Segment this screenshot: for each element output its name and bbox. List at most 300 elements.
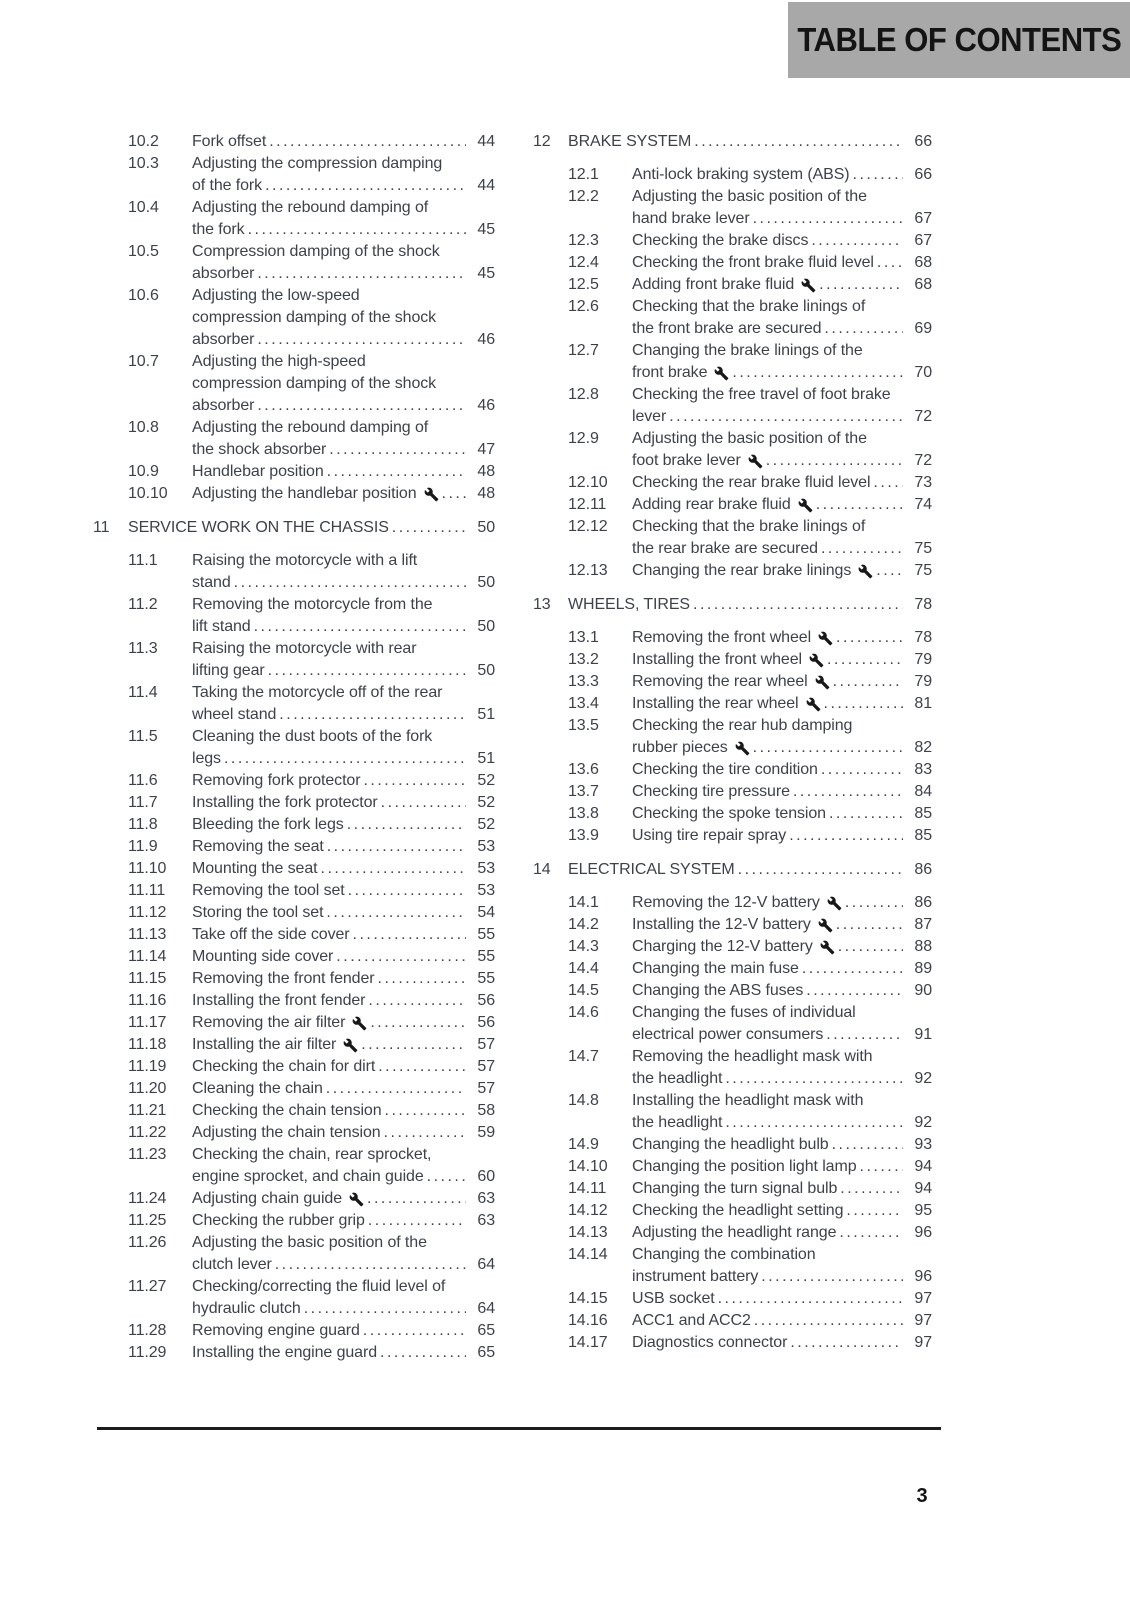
toc-entry-page: 94	[914, 1158, 932, 1175]
toc-entry-page: 55	[477, 948, 495, 965]
toc-entry-page: 70	[914, 364, 932, 381]
toc-entry[interactable]	[533, 1156, 932, 1178]
toc-entry[interactable]	[93, 131, 495, 153]
toc-entry-lastline	[632, 494, 932, 516]
toc-entry[interactable]	[93, 1276, 495, 1320]
toc-entry[interactable]	[93, 417, 495, 461]
toc-entry-lastline	[632, 1068, 932, 1090]
toc-entry[interactable]	[533, 759, 932, 781]
toc-entry-page: 69	[914, 320, 932, 337]
toc-entry[interactable]	[93, 197, 495, 241]
dot-leader	[810, 230, 903, 252]
toc-entry[interactable]	[533, 472, 932, 494]
toc-entry-number: 12.6	[568, 298, 599, 315]
toc-entry-lastline	[632, 759, 932, 781]
toc-entry-lastline	[632, 892, 932, 914]
toc-entry-lastline	[192, 880, 495, 902]
toc-entry[interactable]	[533, 892, 932, 914]
toc-entry[interactable]	[533, 693, 932, 715]
toc-entry-body	[632, 252, 932, 274]
toc-entry-body	[192, 550, 495, 594]
toc-entry-lastline	[632, 936, 932, 958]
toc-entry[interactable]	[533, 230, 932, 252]
toc-entry-page: 72	[914, 408, 932, 425]
toc-entry[interactable]	[533, 781, 932, 803]
toc-entry-page: 50	[477, 574, 495, 591]
toc-entry-lastline	[192, 1166, 495, 1188]
dot-leader	[820, 538, 903, 560]
toc-entry-number: 14.15	[568, 1290, 608, 1307]
toc-entry-title: wheel stand	[192, 706, 277, 723]
toc-entry-number: 13.9	[568, 827, 599, 844]
toc-entry-lastline	[632, 1156, 932, 1178]
toc-entry-body	[632, 560, 932, 582]
toc-entry-page: 89	[914, 960, 932, 977]
toc-entry-title: Changing the fuses of individual	[632, 1004, 856, 1021]
toc-entry-body	[632, 892, 932, 914]
dot-leader	[753, 1310, 903, 1332]
toc-entry-title: hand brake lever	[632, 210, 750, 227]
toc-entry-page: 53	[477, 838, 495, 855]
toc-entry-lastline	[192, 1320, 495, 1342]
dot-leader	[325, 902, 466, 924]
dot-leader	[835, 627, 903, 649]
toc-entry-body	[632, 649, 932, 671]
toc-entry-number: 13.1	[568, 629, 599, 646]
dot-leader	[838, 1222, 903, 1244]
toc-entry-number: 14.10	[568, 1158, 608, 1175]
toc-entry-title: stand	[192, 574, 231, 591]
toc-entry[interactable]	[93, 836, 495, 858]
toc-entry-lastline	[632, 560, 932, 582]
toc-entry-body	[192, 858, 495, 880]
toc-entry[interactable]	[533, 1222, 932, 1244]
toc-entry-lastline	[632, 252, 932, 274]
toc-entry-lastline	[632, 649, 932, 671]
toc-entry-number: 11.5	[128, 728, 158, 745]
toc-entry[interactable]	[533, 340, 932, 384]
toc-entry[interactable]	[533, 715, 932, 759]
dot-leader	[335, 946, 466, 968]
dot-leader	[875, 560, 903, 582]
toc-entry-title: the shock absorber	[192, 441, 327, 458]
toc-entry-title: Cleaning the chain	[192, 1080, 323, 1097]
dot-leader	[233, 572, 466, 594]
toc-entry[interactable]	[93, 682, 495, 726]
dot-leader	[832, 671, 903, 693]
wrench-icon	[343, 1038, 358, 1053]
toc-entry-lastline	[192, 1210, 495, 1232]
toc-entry-page: 65	[477, 1322, 495, 1339]
toc-entry[interactable]	[93, 1210, 495, 1232]
toc-entry-page: 46	[477, 331, 495, 348]
dot-leader	[391, 517, 466, 539]
toc-entry[interactable]	[533, 384, 932, 428]
dot-leader	[379, 1342, 466, 1364]
toc-entry[interactable]	[93, 461, 495, 483]
toc-entry-body	[632, 914, 932, 936]
toc-entry-title: Installing the headlight mask with	[632, 1092, 864, 1109]
toc-entry-body	[632, 781, 932, 803]
toc-entry[interactable]	[533, 1178, 932, 1200]
dot-leader	[788, 825, 903, 847]
toc-entry-title: Checking the front brake fluid level	[632, 254, 874, 271]
toc-entry-title: Adjusting the high-speed	[192, 353, 366, 370]
toc-entry[interactable]	[93, 1232, 495, 1276]
toc-entry-page: 44	[477, 133, 495, 150]
toc-entry[interactable]	[93, 638, 495, 682]
toc-entry-title: Removing the rear wheel	[632, 673, 808, 690]
toc-entry-page: 63	[477, 1190, 495, 1207]
toc-entry-body	[192, 1320, 495, 1342]
toc-entry[interactable]	[533, 428, 932, 472]
toc-entry-body	[192, 1056, 495, 1078]
toc-entry-title: Adjusting the chain tension	[192, 1124, 381, 1141]
toc-entry-body	[192, 990, 495, 1012]
toc-entry-page: 57	[477, 1080, 495, 1097]
toc-entry-title: Mounting the seat	[192, 860, 318, 877]
dot-leader	[369, 1012, 466, 1034]
wrench-icon	[815, 675, 830, 690]
toc-entry[interactable]	[93, 946, 495, 968]
toc-entry[interactable]	[533, 803, 932, 825]
toc-entry-title: Removing the seat	[192, 838, 324, 855]
toc-entry[interactable]	[533, 1310, 932, 1332]
toc-entry-page: 48	[477, 485, 495, 502]
toc-entry[interactable]	[533, 936, 932, 958]
toc-entry-lastline	[632, 538, 932, 560]
toc-entry[interactable]	[93, 550, 495, 594]
toc-entry-number: 14.4	[568, 960, 599, 977]
toc-entry[interactable]	[533, 649, 932, 671]
toc-entry-number: 12.10	[568, 474, 608, 491]
toc-entry-page: 54	[477, 904, 495, 921]
toc-entry-number: 11.25	[128, 1212, 167, 1229]
toc-entry-lastline	[632, 825, 932, 847]
toc-entry[interactable]	[93, 153, 495, 197]
toc-entry-page: 86	[914, 894, 932, 911]
toc-entry[interactable]	[533, 825, 932, 847]
toc-entry-body	[192, 131, 495, 153]
toc-entry[interactable]	[93, 1342, 495, 1364]
toc-entry-number: 12.1	[568, 166, 599, 183]
toc-entry-number: 11.7	[128, 794, 158, 811]
toc-entry-title: Fork offset	[192, 133, 267, 150]
toc-entry[interactable]	[93, 285, 495, 351]
toc-entry-number: 11.3	[128, 640, 158, 657]
toc-entry-number: 10.5	[128, 243, 159, 260]
toc-entry[interactable]	[533, 252, 932, 274]
toc-entry-number: 14.12	[568, 1202, 608, 1219]
toc-entry[interactable]	[93, 1188, 495, 1210]
toc-entry-number: 11.23	[128, 1146, 167, 1163]
toc-entry-number: 10.9	[128, 463, 159, 480]
toc-entry-lastline	[632, 914, 932, 936]
dot-leader	[724, 1068, 903, 1090]
toc-entry-lastline	[632, 450, 932, 472]
toc-entry-body	[192, 770, 495, 792]
toc-entry-title: Adjusting the basic position of the	[632, 430, 867, 447]
toc-entry-title: Taking the motorcycle off of the rear	[192, 684, 443, 701]
toc-entry[interactable]	[93, 1144, 495, 1188]
toc-section-entry[interactable]	[533, 594, 932, 616]
toc-entry-lastline	[632, 1112, 932, 1134]
toc-entry[interactable]	[93, 924, 495, 946]
dot-leader	[823, 693, 904, 715]
toc-entry[interactable]	[533, 1046, 932, 1090]
dot-leader	[347, 880, 466, 902]
toc-entry-page: 85	[914, 827, 932, 844]
toc-entry[interactable]	[93, 902, 495, 924]
toc-entry-lastline	[632, 1134, 932, 1156]
toc-entry-body	[192, 836, 495, 858]
toc-entry-title: Checking the rubber grip	[192, 1212, 365, 1229]
toc-entry-lastline	[192, 483, 495, 505]
toc-entry-lastline	[192, 902, 495, 924]
toc-entry[interactable]	[93, 1078, 495, 1100]
toc-entry[interactable]	[93, 858, 495, 880]
toc-entry-body	[568, 859, 932, 881]
toc-entry-title: the headlight	[632, 1114, 723, 1131]
toc-entry-body	[568, 131, 932, 153]
toc-entry-lastline	[632, 1288, 932, 1310]
toc-entry-page: 78	[914, 629, 932, 646]
toc-entry-number: 14.16	[568, 1312, 608, 1329]
toc-entry-body	[632, 825, 932, 847]
toc-entry[interactable]	[533, 1332, 932, 1354]
toc-entry-body	[632, 627, 932, 649]
footer-rule	[97, 1427, 941, 1430]
dot-leader	[765, 450, 903, 472]
toc-entry-page: 96	[914, 1268, 932, 1285]
toc-entry-lastline	[632, 803, 932, 825]
toc-entry-lastline	[192, 1078, 495, 1100]
toc-entry-body	[632, 693, 932, 715]
toc-entry[interactable]	[533, 627, 932, 649]
toc-entry-title: SERVICE WORK ON THE CHASSIS	[128, 519, 389, 536]
toc-entry-title: Changing the turn signal bulb	[632, 1180, 838, 1197]
toc-entry-number: 12	[533, 133, 551, 150]
toc-entry[interactable]	[93, 1100, 495, 1122]
header-banner	[788, 2, 1130, 78]
toc-section-entry[interactable]	[533, 859, 932, 881]
dot-leader	[256, 263, 466, 285]
dot-leader	[383, 1122, 466, 1144]
toc-entry-body	[632, 759, 932, 781]
toc-entry[interactable]	[533, 560, 932, 582]
toc-entry-page: 64	[477, 1256, 495, 1273]
toc-entry-title: Storing the tool set	[192, 904, 324, 921]
toc-entry-page: 58	[477, 1102, 495, 1119]
toc-entry[interactable]	[93, 990, 495, 1012]
toc-entry[interactable]	[533, 958, 932, 980]
toc-entry[interactable]	[93, 726, 495, 770]
toc-entry-title: Changing the main fuse	[632, 960, 799, 977]
dot-leader	[692, 594, 903, 616]
dot-leader	[737, 859, 903, 881]
toc-entry-page: 46	[477, 397, 495, 414]
toc-entry-page: 92	[914, 1070, 932, 1087]
toc-entry-page: 50	[477, 662, 495, 679]
toc-entry-number: 11.13	[128, 926, 167, 943]
toc-entry-title: Bleeding the fork legs	[192, 816, 344, 833]
toc-entry-page: 72	[914, 452, 932, 469]
toc-entry-title: Installing the air filter	[192, 1036, 337, 1053]
toc-entry-number: 13.7	[568, 783, 599, 800]
toc-entry-number: 13.2	[568, 651, 599, 668]
toc-entry-number: 10.4	[128, 199, 159, 216]
toc-entry-title: Adjusting chain guide	[192, 1190, 343, 1207]
toc-section-entry[interactable]	[533, 131, 932, 153]
dot-leader	[852, 164, 903, 186]
toc-entry-body	[568, 594, 932, 616]
toc-entry-page: 74	[914, 496, 932, 513]
toc-entry-title: ELECTRICAL SYSTEM	[568, 861, 735, 878]
toc-columns	[93, 131, 932, 1364]
toc-entry-title: Changing the brake linings of the	[632, 342, 863, 359]
toc-entry[interactable]	[533, 186, 932, 230]
toc-entry-body	[192, 1342, 495, 1364]
dot-leader	[789, 1332, 903, 1354]
toc-entry-page: 97	[914, 1290, 932, 1307]
toc-entry[interactable]	[93, 792, 495, 814]
dot-leader	[717, 1288, 903, 1310]
toc-entry-page: 75	[914, 540, 932, 557]
dot-leader	[264, 175, 466, 197]
toc-entry-body	[192, 880, 495, 902]
toc-entry-body	[632, 1332, 932, 1354]
toc-entry-number: 14	[533, 861, 551, 878]
toc-entry-title: Anti-lock braking system (ABS)	[632, 166, 850, 183]
toc-entry-number: 12.11	[568, 496, 607, 513]
toc-entry-title: Changing the ABS fuses	[632, 982, 804, 999]
toc-entry-page: 81	[914, 695, 932, 712]
dot-leader	[839, 1178, 903, 1200]
toc-entry-page: 85	[914, 805, 932, 822]
dot-leader	[247, 219, 466, 241]
toc-entry-title: Installing the engine guard	[192, 1344, 377, 1361]
toc-entry-page: 47	[477, 441, 495, 458]
toc-entry[interactable]	[533, 1288, 932, 1310]
toc-entry-title: absorber	[192, 331, 255, 348]
toc-entry[interactable]	[533, 671, 932, 693]
toc-entry-page: 48	[477, 463, 495, 480]
toc-entry-body	[632, 1090, 932, 1134]
toc-entry[interactable]	[533, 164, 932, 186]
toc-entry-title: Changing the rear brake linings	[632, 562, 852, 579]
dot-leader	[362, 1320, 466, 1342]
toc-entry-title: absorber	[192, 397, 255, 414]
toc-entry-page: 66	[914, 133, 932, 150]
toc-entry-title: clutch lever	[192, 1256, 272, 1273]
dot-leader	[377, 968, 467, 990]
toc-entry-body	[632, 1046, 932, 1090]
toc-entry[interactable]	[93, 814, 495, 836]
toc-entry-title: Take off the side cover	[192, 926, 350, 943]
toc-entry-page: 50	[477, 618, 495, 635]
toc-entry-body	[192, 1232, 495, 1276]
dot-leader	[805, 980, 903, 1002]
toc-entry[interactable]	[533, 1090, 932, 1134]
toc-entry[interactable]	[93, 1012, 495, 1034]
toc-entry-title: the fork	[192, 221, 245, 238]
toc-entry-title: Checking the chain, rear sprocket,	[192, 1146, 432, 1163]
toc-entry[interactable]	[533, 494, 932, 516]
toc-entry-body	[632, 1178, 932, 1200]
toc-entry-page: 97	[914, 1312, 932, 1329]
toc-entry-page: 66	[914, 166, 932, 183]
toc-entry-title: foot brake lever	[632, 452, 741, 469]
dot-leader	[267, 660, 466, 682]
toc-entry-title: Checking the chain tension	[192, 1102, 382, 1119]
toc-entry-number: 11.6	[128, 772, 158, 789]
dot-leader	[274, 1254, 466, 1276]
toc-entry-body	[192, 351, 495, 417]
toc-entry-body	[632, 472, 932, 494]
toc-entry[interactable]	[93, 968, 495, 990]
toc-entry-title: Adjusting the basic position of the	[632, 188, 867, 205]
toc-entry-lastline	[632, 1222, 932, 1244]
toc-section-entry[interactable]	[93, 517, 495, 539]
toc-entry-number: 13.6	[568, 761, 599, 778]
toc-entry-number: 11.9	[128, 838, 158, 855]
toc-entry-lastline	[632, 472, 932, 494]
toc-entry-title: absorber	[192, 265, 255, 282]
toc-entry-page: 52	[477, 794, 495, 811]
toc-entry[interactable]	[93, 351, 495, 417]
toc-entry-lastline	[192, 1254, 495, 1276]
toc-entry-title: of the fork	[192, 177, 263, 194]
toc-entry-lastline	[192, 1100, 495, 1122]
toc-entry[interactable]	[533, 914, 932, 936]
toc-entry-title: Checking the rear hub damping	[632, 717, 853, 734]
toc-entry[interactable]	[93, 1122, 495, 1144]
toc-entry[interactable]	[93, 1320, 495, 1342]
toc-entry[interactable]	[533, 1200, 932, 1222]
toc-entry-lastline	[632, 671, 932, 693]
toc-entry[interactable]	[533, 296, 932, 340]
toc-entry-page: 45	[477, 221, 495, 238]
toc-entry-body	[192, 1100, 495, 1122]
toc-entry[interactable]	[93, 483, 495, 505]
toc-entry-title: Handlebar position	[192, 463, 324, 480]
toc-entry-number: 10.7	[128, 353, 159, 370]
toc-entry[interactable]	[533, 1002, 932, 1046]
toc-entry[interactable]	[93, 241, 495, 285]
toc-entry-title: Installing the fork protector	[192, 794, 378, 811]
toc-entry-title: lift stand	[192, 618, 251, 635]
toc-entry-page: 44	[477, 177, 495, 194]
toc-entry-body	[632, 164, 932, 186]
toc-entry-title: Diagnostics connector	[632, 1334, 788, 1351]
toc-entry-title: electrical power consumers	[632, 1026, 824, 1043]
toc-entry[interactable]	[93, 1034, 495, 1056]
toc-entry[interactable]	[533, 274, 932, 296]
toc-entry[interactable]	[533, 1134, 932, 1156]
toc-entry-body	[192, 792, 495, 814]
toc-entry[interactable]	[533, 1244, 932, 1288]
toc-entry-title: Checking that the brake linings of	[632, 298, 866, 315]
toc-entry[interactable]	[93, 770, 495, 792]
dot-leader	[377, 1056, 466, 1078]
toc-entry[interactable]	[93, 880, 495, 902]
toc-entry-lastline	[192, 990, 495, 1012]
toc-entry[interactable]	[93, 1056, 495, 1078]
toc-entry[interactable]	[533, 980, 932, 1002]
toc-entry-lastline	[192, 1122, 495, 1144]
toc-entry[interactable]	[533, 516, 932, 560]
toc-entry[interactable]	[93, 594, 495, 638]
